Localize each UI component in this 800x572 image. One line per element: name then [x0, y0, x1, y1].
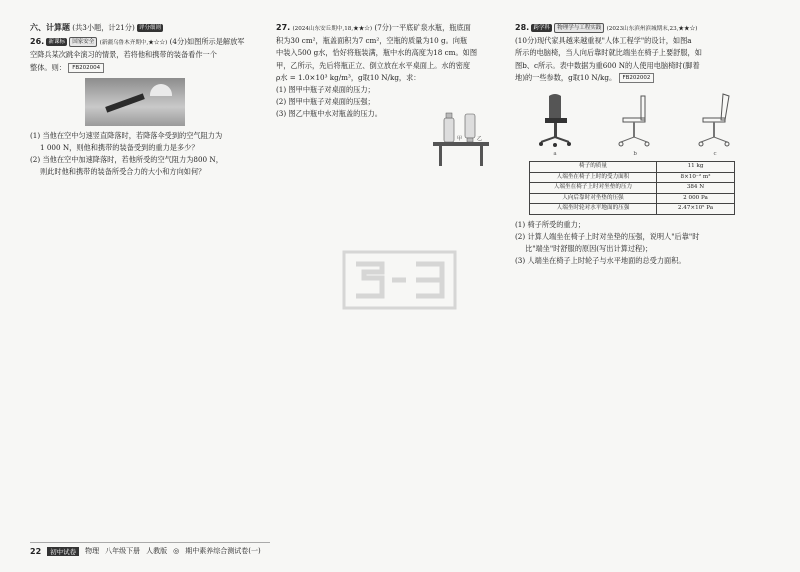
table-row — [530, 172, 735, 183]
bottle-upright-icon — [444, 113, 454, 142]
footer-edition: 人教版 — [146, 547, 168, 555]
q26-tag-new-standard: 新课标 — [48, 39, 65, 46]
table-cell-value: 11 kg — [657, 162, 735, 173]
q28-sub1: (1) 椅子所受的重力； — [515, 219, 585, 229]
q27-l4: 甲，乙所示，先后将瓶正立、倒立放在水平桌面上。水的密度 — [276, 60, 471, 70]
table-cell-key: 人端坐在椅子上时的受力面积 — [530, 172, 657, 183]
table-cell-value: 2.47×10⁵ Pa — [657, 204, 735, 215]
score-rubric-badge[interactable]: 评分细则 — [139, 25, 162, 31]
q28-l2: 所示的电脑椅，当人向后靠时就比端坐在椅子上要舒服，如 — [515, 48, 702, 58]
table-leg-right — [480, 146, 483, 166]
chair-label-a: a — [553, 151, 557, 158]
page-number: 22 — [30, 546, 42, 556]
q26-text1: 如图所示是解放军 — [186, 37, 245, 47]
q27-number: 27. — [276, 23, 291, 32]
label-yi: 乙 — [477, 136, 483, 142]
footer-divider — [30, 542, 270, 543]
column-right — [515, 22, 755, 267]
section-header — [30, 22, 268, 34]
q27-sub1: (1) 图甲中瓶子对桌面的压力； — [276, 85, 375, 95]
paratrooper-photo — [85, 78, 185, 126]
table-top — [433, 142, 489, 146]
table-cell-key: 椅子的质量 — [530, 162, 657, 173]
q27-source: (2024山东安丘期中,18,★★☆) — [292, 26, 373, 32]
q26-text2: 空降兵某次跳伞演习的情景，若将他和携带的装备看作一个 — [30, 50, 217, 60]
q26-text3: 整体。则： — [30, 62, 66, 72]
table-cell-value: 2 000 Pa — [657, 193, 735, 204]
table-cell-value: 384 N — [657, 183, 735, 194]
q28-sub3: (3) 人端坐在椅子上时轮子与水平地面的总受力面积。 — [515, 256, 686, 266]
q26-sub1b: 1 000 N，则他和携带的装备受到的重力是多少？ — [40, 143, 199, 153]
table-row — [530, 162, 735, 173]
q26-line1 — [30, 36, 268, 49]
table-cell-key: 人端坐时轮对水平地面的压强 — [530, 204, 657, 215]
q28-l4-row — [515, 72, 755, 84]
section-meta: (共3小题，计21分) — [72, 23, 135, 32]
table-cell-key: 人端坐在椅子上时对坐垫的压力 — [530, 183, 657, 194]
parachute-icon — [150, 84, 172, 96]
q26-sub1a: (1) 当他在空中匀速竖直降落时，若降落伞受到的空气阻力为 — [30, 130, 223, 140]
q28-tag-cross: 跨学科 — [533, 25, 550, 31]
watermark-logo — [342, 250, 457, 310]
chair-label-c: c — [713, 151, 717, 158]
q27-score: (7分) — [374, 23, 392, 32]
q26-tag-security: 国家安全 — [69, 37, 97, 47]
table-row — [530, 183, 735, 194]
q26-number: 26. — [30, 37, 45, 47]
q27-l2: 积为30 cm²，瓶盖面积为7 cm²，空瓶的质量为10 g。向瓶 — [276, 36, 468, 46]
section-title: 六、计算题 — [30, 23, 70, 32]
table-row — [530, 204, 735, 215]
q26-code: FB202004 — [68, 63, 104, 73]
q28-number: 28. — [515, 23, 530, 32]
q28-tag-engineering: 物理学与工程实践 — [554, 23, 604, 33]
q28-l4: 地)的一些参数，g取10 N/kg。 — [515, 72, 617, 82]
q26-score: (4分) — [169, 37, 187, 47]
q28-sub2b: 比"端坐"时舒服的原因(写出计算过程)； — [525, 243, 653, 253]
table-leg-left — [439, 146, 442, 166]
q26-source: (新疆乌鲁木齐期中,★☆☆) — [99, 40, 168, 47]
chair-labels — [515, 150, 755, 158]
bottles-figure — [431, 104, 491, 168]
q27-l1: 一平底矿泉水瓶，瓶底面 — [391, 23, 471, 32]
footer-subject: 物理 — [85, 547, 100, 555]
parameter-table — [529, 161, 735, 215]
chairs-figure — [515, 90, 755, 148]
chair-label-b: b — [633, 151, 637, 158]
office-chair-b-icon — [615, 92, 655, 148]
q28-source: (2023山东滨州滨城期末,23,★★☆) — [606, 26, 698, 32]
column-left — [30, 22, 268, 179]
column-middle — [276, 22, 501, 142]
circle-icon: ◎ — [173, 547, 180, 555]
q27-sub3: (3) 图乙中瓶中水对瓶盖的压力。 — [276, 109, 382, 119]
footer-grade: 八年级下册 — [105, 547, 141, 555]
table-cell-key: 人向后靠时对坐垫的压强 — [530, 193, 657, 204]
label-jia: 甲 — [457, 136, 463, 142]
table-row — [530, 193, 735, 204]
q28-l3: 图b、c所示。表中数据为重600 N的人使用电脑椅时(脚着 — [515, 60, 700, 70]
q28-line1 — [515, 22, 755, 35]
office-chair-c-icon — [695, 92, 735, 148]
q27-l5: ρ水 = 1.0×10³ kg/m³，g取10 N/kg，求： — [276, 72, 421, 82]
q27-sub2: (2) 图甲中瓶子对桌面的压强； — [276, 97, 375, 107]
footer-paper: 期中素养综合测试卷(一) — [185, 547, 261, 555]
bottle-inverted-icon — [465, 114, 475, 142]
airplane-icon — [105, 93, 145, 112]
page-footer — [30, 546, 261, 556]
table-cell-value: 8×10⁻² m² — [657, 172, 735, 183]
q26-sub2b: 则此时他和携带的装备所受合力的大小和方向如何？ — [40, 167, 206, 177]
q28-sub2a: (2) 计算人端坐在椅子上时对坐垫的压强，说明人"后靠"时 — [515, 231, 700, 241]
office-chair-a-icon — [535, 92, 575, 148]
footer-brand: 初中试卷 — [47, 547, 79, 556]
q27-l3: 中装入500 g水，恰好将瓶装满，瓶中水的高度为18 cm。如图 — [276, 48, 478, 58]
q28-l1: (10分)现代家具越来越重视"人体工程学"的设计，如图a — [515, 36, 692, 46]
q27-line1 — [276, 22, 501, 35]
q26-sub2a: (2) 当他在空中加速降落时，若他所受的空气阻力为800 N， — [30, 155, 223, 165]
q26-line3 — [30, 62, 268, 74]
q28-code: FB202002 — [619, 73, 655, 83]
